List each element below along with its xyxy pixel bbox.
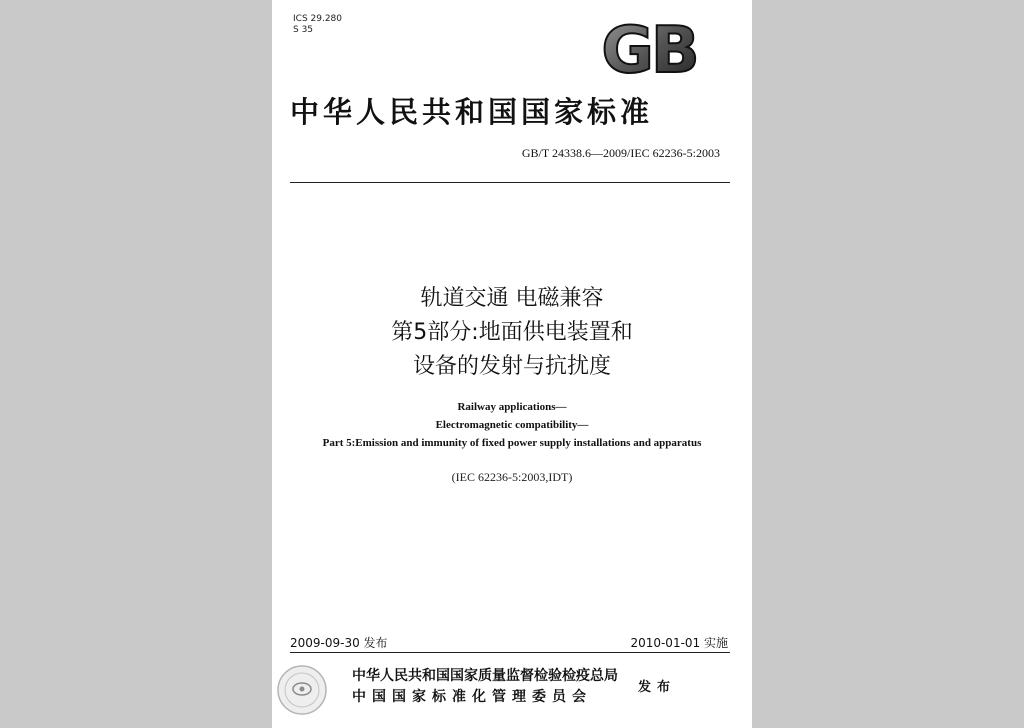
anti-counterfeit-seal-icon (276, 664, 328, 716)
standard-number: GB/T 24338.6—2009/IEC 62236-5:2003 (521, 146, 720, 160)
english-title-line-1: Railway applications— (457, 401, 567, 413)
header-divider (290, 182, 730, 183)
english-title-line-2: Electromagnetic compatibility— (435, 419, 589, 431)
implement-date: 2010-01-01 实施 (630, 636, 728, 650)
english-title-line-3: Part 5:Emission and immunity of fixed power supply installations and apparatus (322, 437, 702, 449)
iec-equivalence: (IEC 62236-5:2003,IDT) (451, 470, 573, 484)
publishing-authorities (352, 666, 618, 708)
ics-code: ICS 29.280 (293, 14, 343, 24)
publisher-sac: 中国国家标准化管理委员会 (352, 689, 592, 705)
chinese-title-line-1: 轨道交通 电磁兼容 (420, 286, 604, 311)
ccs-code: S 35 (293, 25, 314, 35)
publisher-aqsiq: 中华人民共和国国家质量监督检验检疫总局 (352, 668, 618, 684)
publish-date: 2009-09-30 发布 (290, 636, 388, 650)
chinese-title-line-3: 设备的发射与抗扰度 (412, 354, 611, 379)
english-title (272, 398, 752, 452)
gb-logo-text: GB (601, 20, 697, 78)
chinese-title-line-2: 第5部分:地面供电装置和 (391, 320, 633, 345)
chinese-title (272, 282, 752, 384)
issue-label: 发布 (638, 680, 677, 695)
footer-divider (290, 652, 730, 653)
document-page (272, 0, 752, 728)
gb-logo (594, 20, 704, 78)
national-standard-title: 中华人民共和国国家标准 (290, 95, 654, 129)
ics-classification (293, 14, 342, 36)
